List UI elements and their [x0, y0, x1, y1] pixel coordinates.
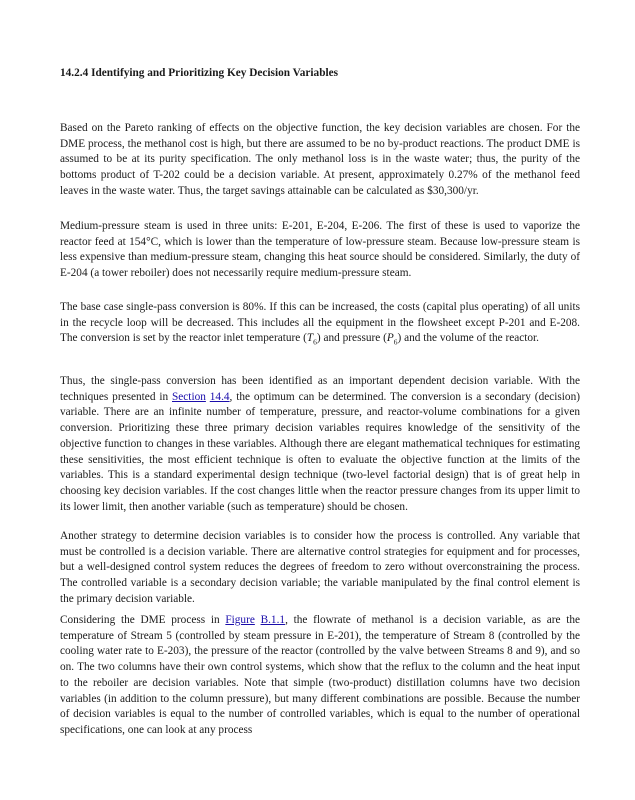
paragraph-control-strategy: Another strategy to determine decision variables is to consider how the process is controlled. Any variable that must be controlled is a decision variable. There are alternative control strategies for equipment and for processes, but a well-designed control system reduces the degrees of freedom to zero without overconstraining the process. The controlled variable is a secondary decision variable; the variable manipulated by the final control element is the primary decision variable.: [60, 530, 580, 605]
section-number-link[interactable]: 14.4: [209, 390, 230, 403]
paragraph-single-pass: [60, 374, 580, 515]
pressure-symbol: P: [386, 332, 394, 345]
paragraph-steam: Medium-pressure steam is used in three units: E-201, E-204, E-206. The first of these is used to vaporize the reactor feed at 154°C, which is lower than the temperature of low-pressure steam. Because low-pressure steam is less expensive than medium-pressure steam, changing this heat source should be considered. Similarly, the duty of E-204 (a tower reboiler) does not necessarily require medium-pressure steam.: [60, 220, 580, 280]
paragraph-pareto: Based on the Pareto ranking of effects on the objective function, the key decision variables are chosen. For the DME process, the methanol cost is high, but there are assumed to be no by-product reactions. The product DME is assumed to be at its purity specification. The only methanol loss is in the waste water; thus, the purity of the bottoms product of T-202 could be a decision variable. At present, approximately 0.27% of the methanol feed leaves in the waste water. Thus, the target savings attainable can be calculated as $30,300/yr.: [60, 122, 580, 197]
text-span: The base case single-pass conversion is 80%. If this can be increased, the costs (capital plus operating) of all units in the recycle loop will be decreased. This includes all the equipment in the flowsheet except P-201 and E-208. The conversion is set by the reactor inlet temperature (: [60, 301, 580, 345]
text-span: , the optimum can be determined. The conversion is a secondary (decision) variable. There are an infinite number of temperature, pressure, and reactor-volume combinations for a given conversion. Prioritizing these three primary decision variables requires knowledge of the sensitivity of the objective function to changes in these variables. Although there are elegant mathematical techniques for estimating these sensitivities, the most efficient technique is often to evaluate the objective function at the limits of the variables. This is a standard experimental design technique (two-level factorial design) that is of great help in choosing key decision variables. If the cost changes little when the reactor pressure changes from its upper limit to its lower limit, then another variable (such as temperature) should be chosen.: [60, 390, 580, 513]
text-span: , the flowrate of methanol is a decision variable, as are the temperature of Stream 5 (controlled by steam pressure in E-201), the temperature of Stream 8 (controlled by the cooling water rate to E-203), the pressure of the reactor (controlled by the valve between Streams 8 and 9), and so on. The two columns have their own control systems, which show that the reflux to the column and the heat input to the reboiler are decision variables. Note that simple (two-product) distillation columns have two decision variables (in addition to the column pressure), but many different combinations are possible. Because the number of decision variables is equal to the number of controlled variables, which is equal to the number of operational specifications, one can look at any process: [60, 614, 580, 736]
section-link[interactable]: Section: [172, 390, 206, 403]
temperature-subscript: 6: [313, 337, 317, 347]
text-span: Thus, the single-pass conversion has been identified as an important dependent decision variable. With the techniques presented in: [60, 375, 580, 403]
temperature-symbol: T: [306, 332, 314, 345]
section-heading: 14.2.4 Identifying and Prioritizing Key Decision Variables: [60, 67, 339, 79]
text-span: Considering the DME process in: [60, 614, 226, 626]
pressure-subscript: 6: [393, 337, 398, 347]
figure-link[interactable]: Figure: [225, 614, 255, 626]
text-span: ) and the volume of the reactor.: [397, 332, 540, 345]
paragraph-dme-process: [60, 613, 580, 739]
text-span: ) and pressure (: [316, 332, 387, 345]
paragraph-conversion: [60, 300, 580, 347]
figure-number-link[interactable]: B.1.1: [260, 614, 286, 626]
